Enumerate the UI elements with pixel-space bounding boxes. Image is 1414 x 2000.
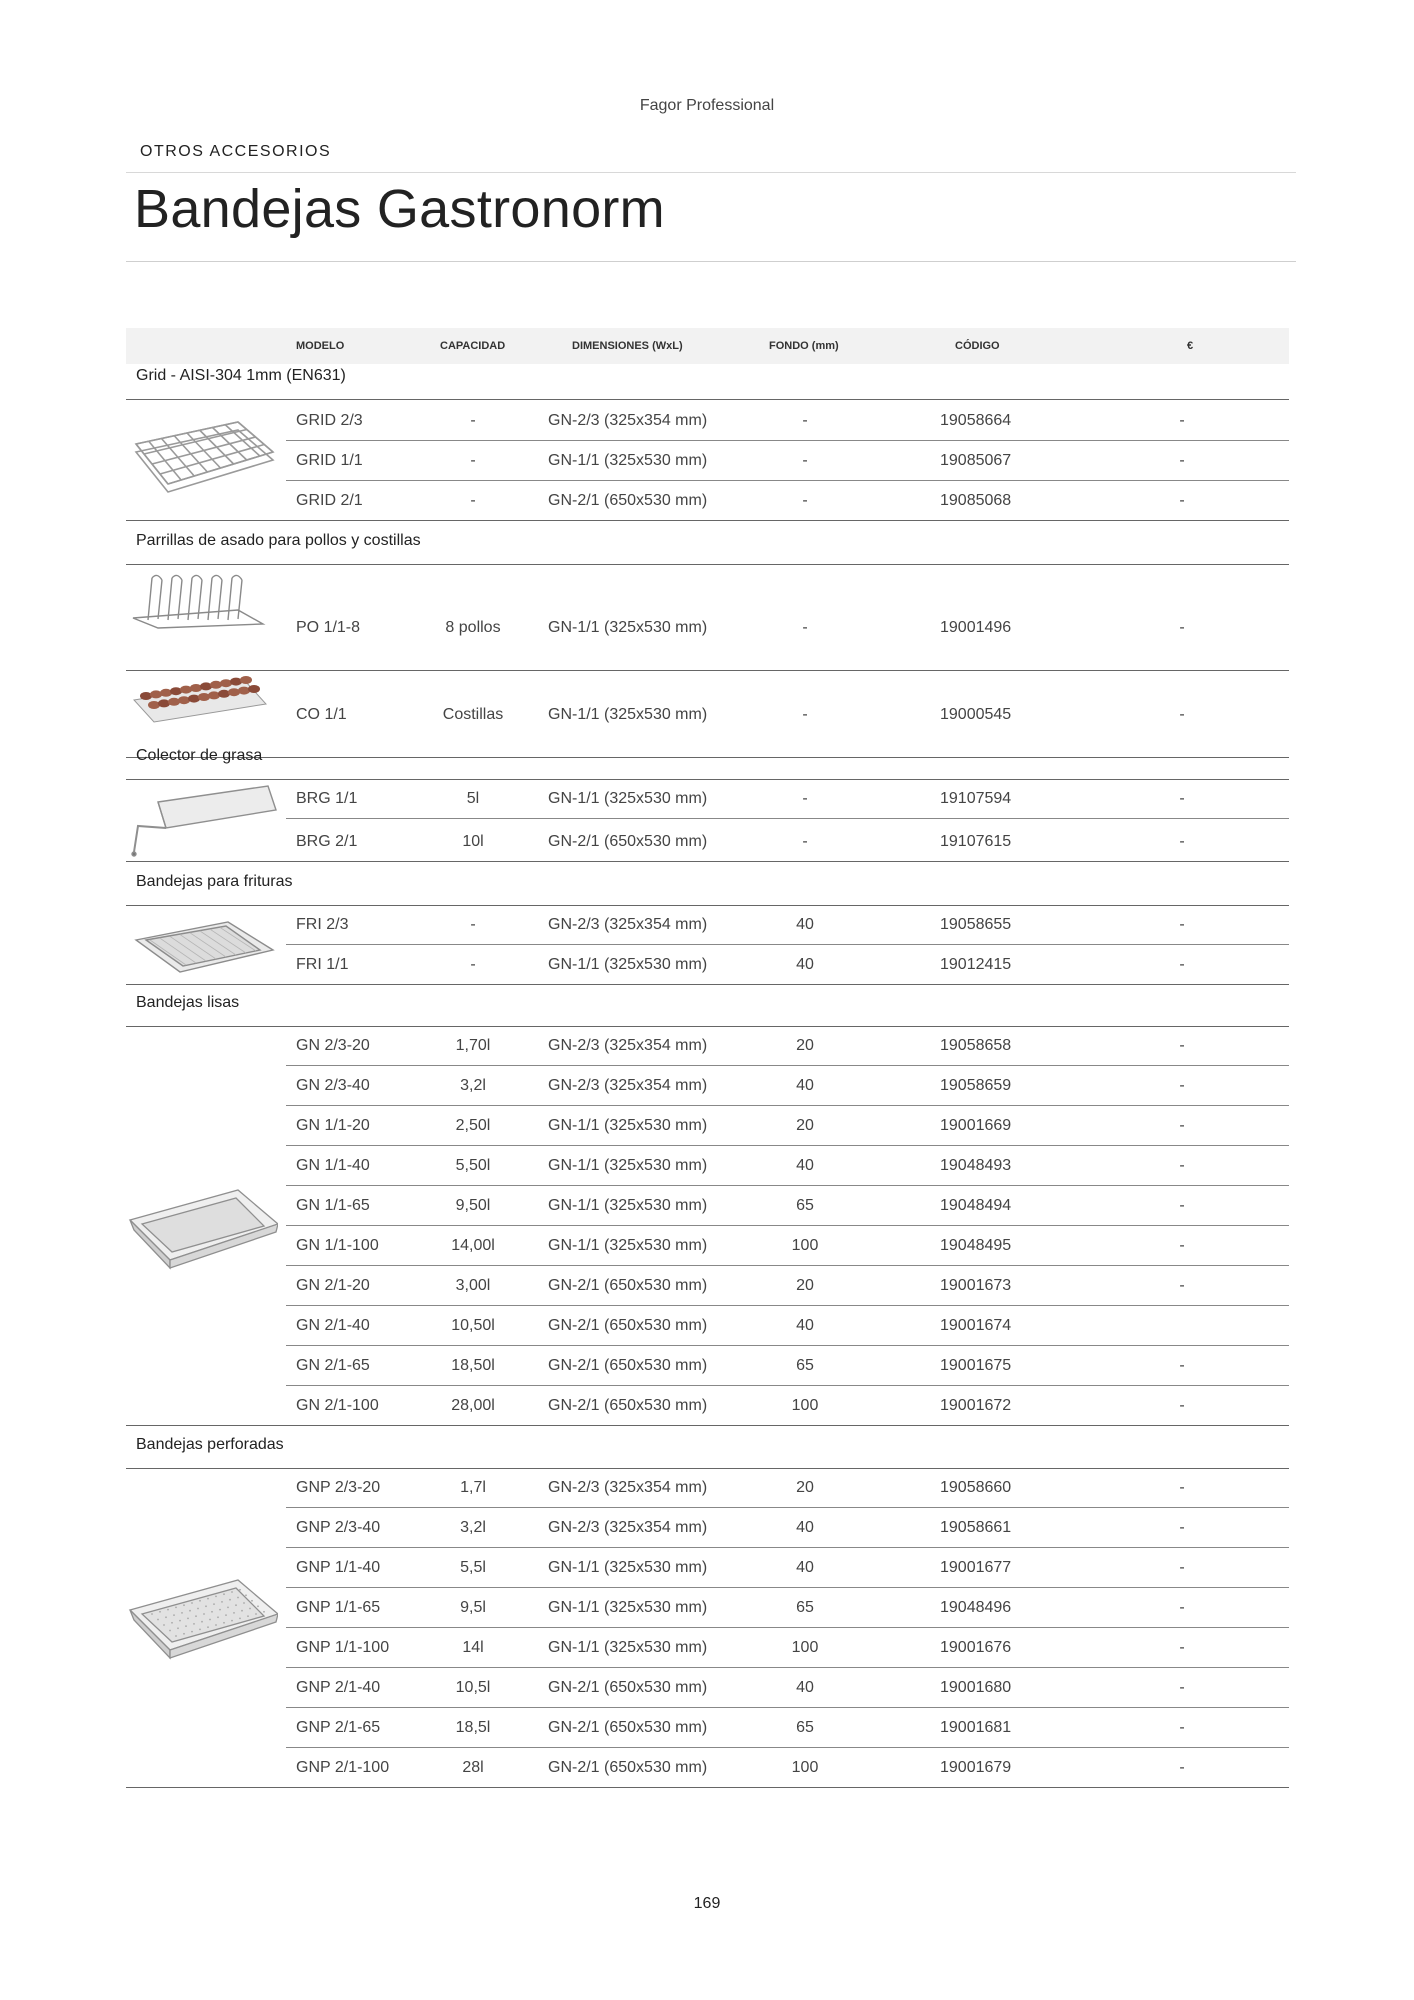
cell-fondo: 40 — [796, 956, 814, 973]
cell-capacidad: 3,00l — [455, 1277, 491, 1294]
cell-precio: - — [1179, 618, 1185, 636]
cell-capacidad: - — [470, 452, 476, 469]
cell-precio: - — [1179, 790, 1185, 807]
cell-capacidad: - — [470, 492, 476, 509]
cell-precio: - — [1179, 1037, 1185, 1054]
cell-dimensiones: GN-2/3 (325x354 mm) — [548, 1479, 708, 1496]
cell-dimensiones: GN-1/1 (325x530 mm) — [548, 956, 708, 973]
cell-capacidad: 10l — [462, 833, 484, 850]
table-row — [0, 1187, 1414, 1225]
table-row — [0, 1067, 1414, 1105]
cell-dimensiones: GN-2/1 (650x530 mm) — [548, 1317, 708, 1334]
row-divider — [286, 1547, 1289, 1548]
cell-dimensiones: GN-2/1 (650x530 mm) — [548, 833, 708, 850]
table-row — [0, 1027, 1414, 1065]
cell-capacidad: 8 pollos — [445, 618, 501, 636]
cell-capacidad: 3,2l — [460, 1519, 486, 1536]
cell-fondo: - — [802, 492, 808, 509]
group-title: Bandejas perforadas — [136, 1436, 284, 1453]
cell-capacidad: 14l — [462, 1639, 484, 1656]
cell-capacidad: - — [470, 412, 476, 429]
table-row — [0, 1629, 1414, 1667]
cell-codigo: 19001677 — [940, 1559, 1012, 1576]
cell-precio: - — [1179, 1599, 1185, 1616]
cell-dimensiones: GN-2/3 (325x354 mm) — [548, 1077, 708, 1094]
cell-fondo: - — [802, 618, 808, 636]
cell-capacidad: 1,70l — [455, 1037, 491, 1054]
cell-modelo: GNP 2/1-65 — [296, 1719, 381, 1736]
cell-precio: - — [1179, 705, 1185, 723]
cell-precio: - — [1179, 1519, 1185, 1536]
cell-fondo: 40 — [796, 1679, 814, 1696]
table-row — [0, 946, 1414, 984]
cell-dimensiones: GN-1/1 (325x530 mm) — [548, 1599, 708, 1616]
row-divider — [286, 1185, 1289, 1186]
cell-dimensiones: GN-1/1 (325x530 mm) — [548, 1639, 708, 1656]
cell-capacidad: 9,5l — [460, 1599, 486, 1616]
cell-dimensiones: GN-2/3 (325x354 mm) — [548, 412, 708, 429]
cell-dimensiones: GN-2/1 (650x530 mm) — [548, 492, 708, 509]
row-divider — [286, 1385, 1289, 1386]
cell-capacidad: 18,50l — [451, 1357, 495, 1374]
cell-precio: - — [1179, 1277, 1185, 1294]
cell-codigo: 19001676 — [940, 1639, 1012, 1656]
cell-fondo: 40 — [796, 1317, 814, 1334]
row-divider — [126, 520, 1289, 521]
row-divider — [286, 1507, 1289, 1508]
row-divider — [126, 670, 1289, 671]
cell-fondo: - — [802, 452, 808, 469]
cell-codigo: 19058658 — [940, 1037, 1012, 1054]
cell-dimensiones: GN-1/1 (325x530 mm) — [548, 618, 708, 636]
table-row — [0, 1509, 1414, 1547]
cell-codigo: 19048493 — [940, 1157, 1012, 1174]
group-title: Colector de grasa — [136, 747, 263, 764]
cell-fondo: 40 — [796, 1559, 814, 1576]
chicken-rack-icon — [128, 570, 268, 630]
table-row — [0, 1107, 1414, 1145]
cell-capacidad: Costillas — [442, 705, 504, 723]
page-number: 169 — [693, 1895, 721, 1912]
cell-modelo: GN 1/1-40 — [296, 1157, 370, 1174]
cell-precio: - — [1179, 1397, 1185, 1414]
group-title: Grid - AISI-304 1mm (EN631) — [136, 367, 346, 384]
cell-capacidad: - — [470, 916, 476, 933]
cell-modelo: GRID 2/3 — [296, 412, 363, 429]
column-header-dimensiones: DIMENSIONES (WxL) — [572, 340, 683, 352]
table-header — [126, 328, 1289, 364]
cell-precio: - — [1179, 452, 1185, 469]
row-divider — [286, 440, 1289, 441]
cell-modelo: FRI 2/3 — [296, 916, 349, 933]
cell-precio: - — [1179, 412, 1185, 429]
row-divider — [126, 861, 1289, 862]
page-title: Bandejas Gastronorm — [134, 179, 665, 239]
cell-dimensiones: GN-2/3 (325x354 mm) — [548, 1037, 708, 1054]
cell-codigo: 19085068 — [940, 492, 1012, 509]
row-divider — [126, 399, 1289, 400]
cell-modelo: FRI 1/1 — [296, 956, 349, 973]
row-divider — [286, 1587, 1289, 1588]
cell-dimensiones: GN-2/3 (325x354 mm) — [548, 916, 708, 933]
cell-precio: - — [1179, 1357, 1185, 1374]
cell-precio: - — [1179, 1639, 1185, 1656]
cell-modelo: GN 2/1-65 — [296, 1357, 370, 1374]
cell-modelo: GN 1/1-20 — [296, 1117, 370, 1134]
cell-dimensiones: GN-1/1 (325x530 mm) — [548, 1237, 708, 1254]
brand-name: Fagor Professional — [639, 97, 775, 114]
cell-capacidad: 3,2l — [460, 1077, 486, 1094]
row-divider — [126, 757, 1289, 758]
table-row — [0, 1469, 1414, 1507]
cell-capacidad: 2,50l — [455, 1117, 491, 1134]
cell-codigo: 19001680 — [940, 1679, 1012, 1696]
table-row — [0, 442, 1414, 480]
cell-modelo: GNP 2/1-100 — [296, 1759, 390, 1776]
cell-codigo: 19001669 — [940, 1117, 1012, 1134]
table-row — [0, 1387, 1414, 1425]
row-divider — [286, 1747, 1289, 1748]
cell-precio: - — [1179, 1559, 1185, 1576]
cell-codigo: 19048494 — [940, 1197, 1012, 1214]
row-divider — [286, 944, 1289, 945]
cell-precio: - — [1179, 1197, 1185, 1214]
cell-precio: - — [1179, 1719, 1185, 1736]
row-divider — [286, 1305, 1289, 1306]
cell-modelo: GN 2/1-100 — [296, 1397, 379, 1414]
cell-dimensiones: GN-2/1 (650x530 mm) — [548, 1679, 708, 1696]
cell-modelo: GN 1/1-100 — [296, 1237, 379, 1254]
cell-dimensiones: GN-2/1 (650x530 mm) — [548, 1397, 708, 1414]
table-row — [0, 1267, 1414, 1305]
cell-fondo: 100 — [791, 1237, 819, 1254]
table-row — [0, 1709, 1414, 1747]
cell-fondo: 40 — [796, 1157, 814, 1174]
cell-codigo: 19001673 — [940, 1277, 1012, 1294]
divider — [126, 172, 1296, 173]
cell-precio: - — [1179, 956, 1185, 973]
table-row — [0, 1549, 1414, 1587]
cell-precio: - — [1179, 1759, 1185, 1776]
cell-modelo: GNP 2/3-40 — [296, 1519, 381, 1536]
cell-fondo: 20 — [796, 1479, 814, 1496]
cell-dimensiones: GN-2/3 (325x354 mm) — [548, 1519, 708, 1536]
row-divider — [286, 1265, 1289, 1266]
cell-dimensiones: GN-2/1 (650x530 mm) — [548, 1719, 708, 1736]
ribs-rack-icon — [128, 660, 268, 728]
cell-modelo: GN 1/1-65 — [296, 1197, 370, 1214]
table-row — [0, 780, 1414, 818]
row-divider — [286, 1345, 1289, 1346]
cell-fondo: 100 — [791, 1397, 819, 1414]
cell-codigo: 19058660 — [940, 1479, 1012, 1496]
cell-fondo: - — [802, 790, 808, 807]
cell-codigo: 19012415 — [940, 956, 1012, 973]
cell-dimensiones: GN-2/1 (650x530 mm) — [548, 1357, 708, 1374]
cell-capacidad: 1,7l — [460, 1479, 486, 1496]
cell-capacidad: 28,00l — [451, 1397, 495, 1414]
column-header-fondo: FONDO (mm) — [769, 340, 839, 352]
cell-codigo: 19058655 — [940, 916, 1012, 933]
row-divider — [286, 1627, 1289, 1628]
cell-precio: - — [1179, 1679, 1185, 1696]
cell-fondo: 20 — [796, 1117, 814, 1134]
cell-dimensiones: GN-1/1 (325x530 mm) — [548, 452, 708, 469]
cell-codigo: 19048495 — [940, 1237, 1012, 1254]
row-divider — [126, 984, 1289, 985]
cell-codigo: 19001674 — [940, 1317, 1012, 1334]
cell-fondo: 20 — [796, 1277, 814, 1294]
cell-capacidad: 10,5l — [455, 1679, 491, 1696]
cell-modelo: GN 2/3-20 — [296, 1037, 370, 1054]
cell-fondo: 65 — [796, 1357, 814, 1374]
table-row — [0, 1347, 1414, 1385]
cell-precio: - — [1179, 833, 1185, 850]
cell-precio: - — [1179, 1077, 1185, 1094]
cell-dimensiones: GN-2/1 (650x530 mm) — [548, 1759, 708, 1776]
table-row — [0, 402, 1414, 440]
cell-modelo: PO 1/1-8 — [296, 618, 361, 636]
table-row — [0, 1669, 1414, 1707]
cell-codigo: 19058664 — [940, 412, 1012, 429]
row-divider — [286, 1707, 1289, 1708]
cell-capacidad: 5,5l — [460, 1559, 486, 1576]
cell-codigo: 19001496 — [940, 618, 1012, 636]
cell-modelo: GNP 1/1-40 — [296, 1559, 381, 1576]
column-header-capacidad: CAPACIDAD — [440, 340, 506, 352]
cell-codigo: 19001675 — [940, 1357, 1012, 1374]
group-title: Bandejas para frituras — [136, 873, 293, 890]
table-row — [0, 482, 1414, 520]
cell-capacidad: 9,50l — [455, 1197, 491, 1214]
cell-codigo: 19001672 — [940, 1397, 1012, 1414]
cell-modelo: BRG 1/1 — [296, 790, 358, 807]
cell-codigo: 19085067 — [940, 452, 1012, 469]
cell-codigo: 19048496 — [940, 1599, 1012, 1616]
cell-fondo: 65 — [796, 1719, 814, 1736]
divider — [126, 261, 1296, 262]
cell-fondo: - — [802, 412, 808, 429]
row-divider — [126, 564, 1289, 565]
row-divider — [286, 480, 1289, 481]
cell-fondo: 40 — [796, 1077, 814, 1094]
cell-capacidad: - — [470, 956, 476, 973]
cell-precio: - — [1179, 916, 1185, 933]
cell-codigo: 19058659 — [940, 1077, 1012, 1094]
group-title: Bandejas lisas — [136, 994, 240, 1011]
table-row — [0, 1307, 1414, 1345]
cell-fondo: 20 — [796, 1037, 814, 1054]
section-label: OTROS ACCESORIOS — [140, 143, 332, 160]
row-divider — [286, 1667, 1289, 1668]
cell-modelo: GNP 1/1-65 — [296, 1599, 381, 1616]
cell-modelo: GRID 1/1 — [296, 452, 363, 469]
cell-fondo: 40 — [796, 1519, 814, 1536]
table-row — [0, 1749, 1414, 1787]
column-header-codigo: CÓDIGO — [955, 340, 1000, 352]
cell-codigo: 19001679 — [940, 1759, 1012, 1776]
table-row — [0, 906, 1414, 944]
cell-modelo: BRG 2/1 — [296, 833, 358, 850]
cell-codigo: 19001681 — [940, 1719, 1012, 1736]
table-row — [0, 823, 1414, 861]
cell-modelo: GN 2/3-40 — [296, 1077, 370, 1094]
cell-modelo: GN 2/1-40 — [296, 1317, 370, 1334]
cell-capacidad: 28l — [462, 1759, 484, 1776]
row-divider — [286, 1145, 1289, 1146]
cell-capacidad: 5l — [466, 790, 480, 807]
table-row — [0, 1147, 1414, 1185]
cell-dimensiones: GN-1/1 (325x530 mm) — [548, 1559, 708, 1576]
cell-modelo: GNP 1/1-100 — [296, 1639, 390, 1656]
cell-capacidad: 18,5l — [455, 1719, 491, 1736]
table-row — [0, 1227, 1414, 1265]
group-title: Parrillas de asado para pollos y costillas — [136, 532, 421, 549]
cell-dimensiones: GN-1/1 (325x530 mm) — [548, 1197, 708, 1214]
cell-capacidad: 14,00l — [451, 1237, 495, 1254]
cell-fondo: 40 — [796, 916, 814, 933]
cell-dimensiones: GN-1/1 (325x530 mm) — [548, 705, 708, 723]
row-divider — [126, 1425, 1289, 1426]
cell-modelo: GN 2/1-20 — [296, 1277, 370, 1294]
cell-dimensiones: GN-2/1 (650x530 mm) — [548, 1277, 708, 1294]
cell-codigo: 19107615 — [940, 833, 1012, 850]
cell-modelo: GRID 2/1 — [296, 492, 363, 509]
cell-codigo: 19000545 — [940, 705, 1012, 723]
cell-capacidad: 5,50l — [455, 1157, 491, 1174]
cell-fondo: - — [802, 705, 808, 723]
row-divider — [286, 818, 1289, 819]
cell-fondo: 65 — [796, 1197, 814, 1214]
cell-modelo: GNP 2/3-20 — [296, 1479, 381, 1496]
row-divider — [286, 1225, 1289, 1226]
row-divider — [126, 1787, 1289, 1788]
row-divider — [286, 1065, 1289, 1066]
cell-fondo: - — [802, 833, 808, 850]
cell-modelo: GNP 2/1-40 — [296, 1679, 381, 1696]
row-divider — [286, 1105, 1289, 1106]
cell-precio: - — [1179, 492, 1185, 509]
cell-modelo: CO 1/1 — [296, 705, 347, 723]
cell-codigo: 19107594 — [940, 790, 1012, 807]
cell-dimensiones: GN-1/1 (325x530 mm) — [548, 1157, 708, 1174]
column-header-precio: € — [1187, 340, 1194, 352]
cell-precio: - — [1179, 1237, 1185, 1254]
cell-dimensiones: GN-1/1 (325x530 mm) — [548, 1117, 708, 1134]
table-row — [0, 1589, 1414, 1627]
cell-fondo: 100 — [791, 1639, 819, 1656]
cell-precio: - — [1179, 1117, 1185, 1134]
cell-precio: - — [1179, 1479, 1185, 1496]
cell-fondo: 100 — [791, 1759, 819, 1776]
cell-codigo: 19058661 — [940, 1519, 1012, 1536]
column-header-modelo: MODELO — [296, 340, 345, 352]
cell-capacidad: 10,50l — [451, 1317, 495, 1334]
cell-precio: - — [1179, 1157, 1185, 1174]
cell-fondo: 65 — [796, 1599, 814, 1616]
cell-dimensiones: GN-1/1 (325x530 mm) — [548, 790, 708, 807]
